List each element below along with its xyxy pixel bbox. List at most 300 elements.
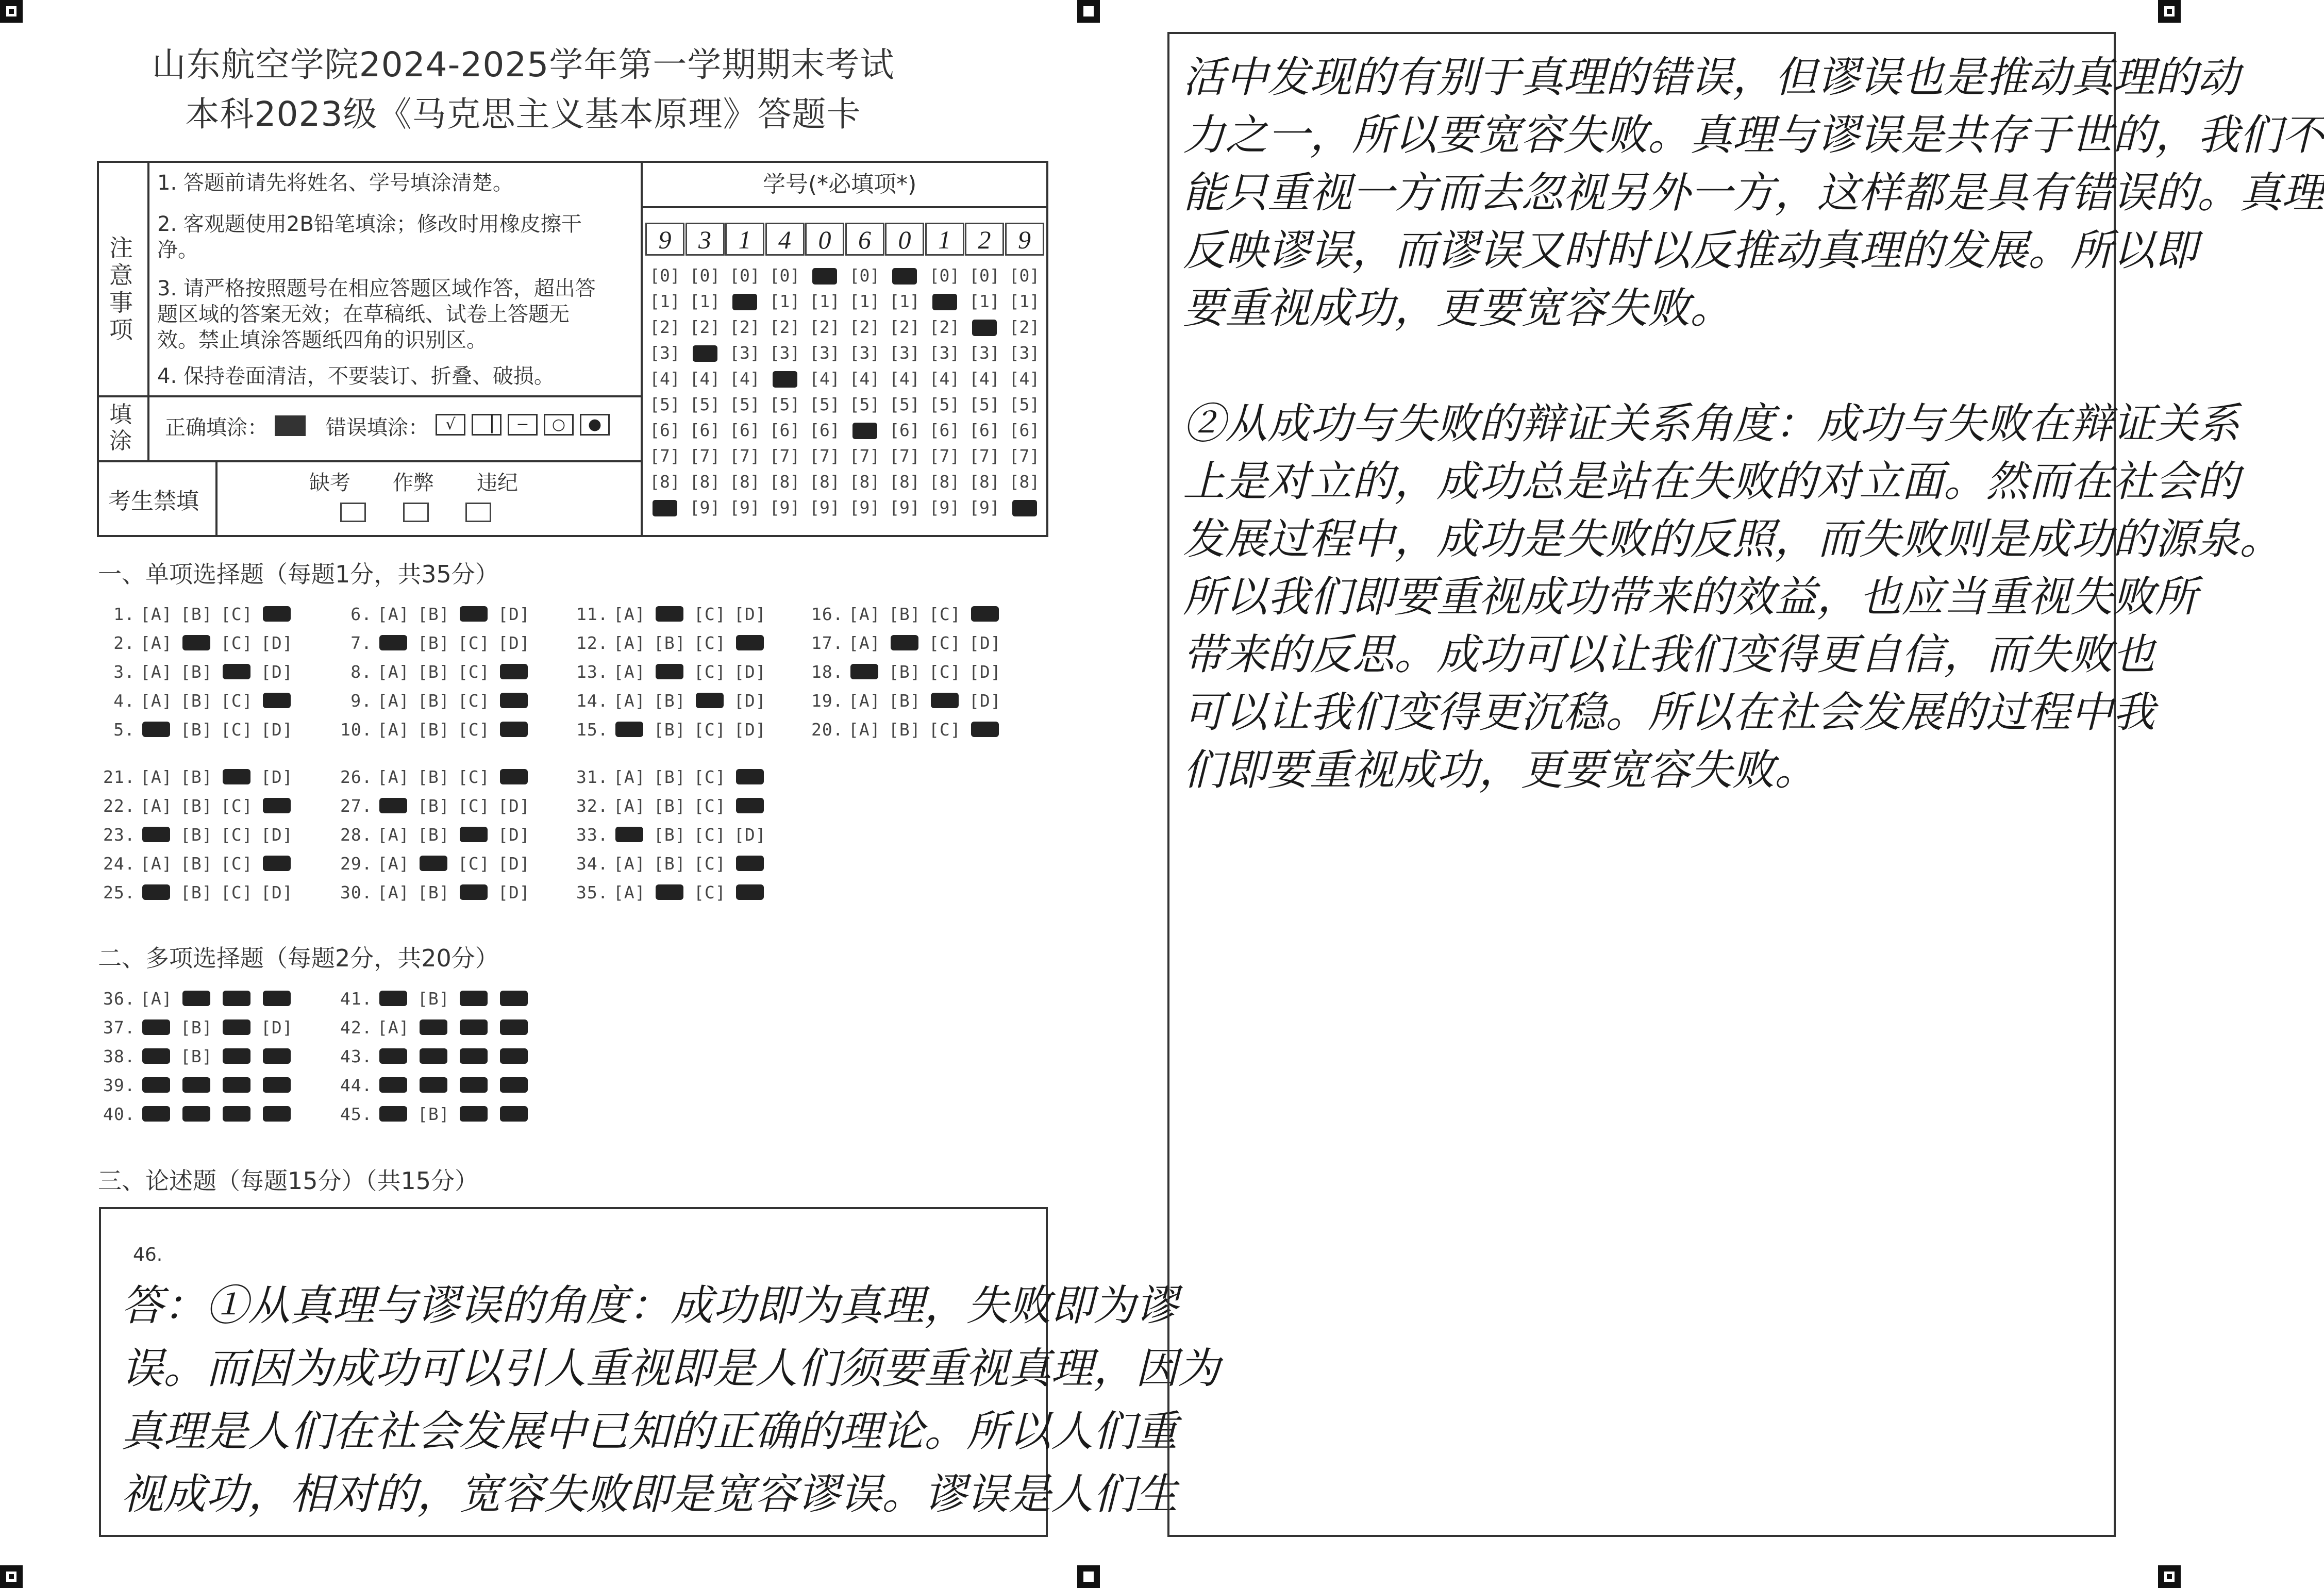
answer-bubble[interactable] <box>498 662 538 682</box>
answer-bubble[interactable] <box>221 662 261 682</box>
answer-bubble[interactable] <box>734 854 774 874</box>
answer-bubble[interactable] <box>458 989 498 1009</box>
student-id-bubble[interactable]: [0] <box>969 265 1000 286</box>
student-id-bubble[interactable]: [2] <box>809 317 840 337</box>
answer-bubble[interactable]: [C] <box>929 662 961 682</box>
answer-bubble[interactable]: [B] <box>889 662 921 682</box>
answer-bubble[interactable]: [A] <box>377 854 410 874</box>
student-id-bubble[interactable]: [7] <box>809 446 840 466</box>
student-id-bubble[interactable]: [0] <box>849 265 880 286</box>
answer-bubble[interactable]: [B] <box>180 882 213 902</box>
student-id-bubble[interactable]: [9] <box>809 497 840 517</box>
student-id-bubble[interactable]: [8] <box>649 472 680 492</box>
answer-bubble[interactable]: [B] <box>654 691 686 711</box>
forbidden-cheat-label: 作弊 <box>393 471 434 495</box>
student-id-bubble[interactable]: [4] <box>809 369 840 389</box>
student-id-bubble[interactable]: [6] <box>1009 420 1040 440</box>
answer-bubble[interactable]: [D] <box>969 691 1001 711</box>
forbidden-absent-checkbox[interactable] <box>340 503 366 522</box>
answer-bubble[interactable]: [C] <box>221 882 253 902</box>
answer-bubble[interactable]: [B] <box>417 691 450 711</box>
answer-bubble[interactable]: [A] <box>377 720 410 740</box>
student-id-bubble[interactable]: [1] <box>1009 291 1040 311</box>
answer-bubble[interactable] <box>261 604 301 624</box>
answer-bubble[interactable]: [B] <box>417 825 450 845</box>
answer-bubble[interactable]: [B] <box>180 1046 213 1066</box>
answer-bubble[interactable]: [D] <box>969 633 1001 653</box>
student-id-bubble[interactable]: [5] <box>769 394 800 414</box>
student-id-bubble[interactable]: [2] <box>729 317 760 337</box>
answer-bubble[interactable] <box>498 1017 538 1038</box>
answer-bubble[interactable]: [C] <box>694 796 726 816</box>
answer-bubble[interactable]: [B] <box>417 633 450 653</box>
answer-bubble[interactable] <box>498 989 538 1009</box>
answer-bubble[interactable] <box>221 1075 261 1095</box>
answer-bubble[interactable]: [A] <box>848 604 881 624</box>
answer-bubble[interactable]: [A] <box>613 633 646 653</box>
answer-bubble[interactable] <box>261 854 301 874</box>
answer-bubble[interactable]: [B] <box>654 825 686 845</box>
student-id-bubble[interactable]: [6] <box>649 420 680 440</box>
student-id-bubble[interactable]: [0] <box>929 265 960 286</box>
answer-bubble[interactable] <box>140 1017 180 1038</box>
student-id-bubble[interactable]: [8] <box>929 472 960 492</box>
answer-bubble[interactable] <box>458 1104 498 1124</box>
student-id-bubble[interactable]: [7] <box>969 446 1000 466</box>
question-number: 12. <box>576 633 609 653</box>
answer-bubble[interactable] <box>969 720 1009 740</box>
answer-bubble[interactable]: [A] <box>613 604 646 624</box>
answer-bubble[interactable] <box>498 1104 538 1124</box>
answer-bubble[interactable] <box>221 767 261 787</box>
answer-bubble[interactable]: [D] <box>261 720 293 740</box>
answer-bubble[interactable] <box>221 989 261 1009</box>
student-id-bubble[interactable] <box>1005 495 1044 521</box>
answer-bubble[interactable]: [A] <box>140 662 173 682</box>
answer-bubble[interactable]: [C] <box>458 720 490 740</box>
student-id-bubble[interactable]: [2] <box>649 317 680 337</box>
student-id-bubble[interactable] <box>645 495 684 521</box>
student-id-bubble[interactable]: [1] <box>889 291 920 311</box>
student-id-bubble[interactable]: [8] <box>1009 472 1040 492</box>
answer-bubble[interactable] <box>734 767 774 787</box>
student-id-bubble[interactable] <box>925 289 964 314</box>
student-id-bubble[interactable]: [2] <box>849 317 880 337</box>
student-id-bubble[interactable]: [4] <box>849 369 880 389</box>
answer-bubble[interactable]: [A] <box>140 604 173 624</box>
answer-bubble[interactable] <box>417 1046 458 1066</box>
student-id-bubble[interactable]: [8] <box>969 472 1000 492</box>
student-id-bubble[interactable] <box>805 263 844 289</box>
answer-bubble[interactable] <box>417 854 458 874</box>
answer-bubble[interactable]: [B] <box>417 767 450 787</box>
student-id-bubble[interactable]: [1] <box>769 291 800 311</box>
answer-bubble[interactable] <box>140 1075 180 1095</box>
answer-bubble[interactable] <box>613 825 654 845</box>
answer-bubble[interactable]: [D] <box>261 633 293 653</box>
answer-bubble[interactable]: [D] <box>498 854 530 874</box>
answer-bubble[interactable] <box>261 1046 301 1066</box>
student-id-bubble[interactable]: [5] <box>1009 394 1040 414</box>
fill-wrong-sample: ● <box>580 414 610 436</box>
student-id-bubble[interactable]: [1] <box>809 291 840 311</box>
answer-bubble[interactable] <box>613 720 654 740</box>
answer-bubble[interactable] <box>458 882 498 902</box>
answer-bubble[interactable] <box>417 1017 458 1038</box>
student-id-bubble[interactable]: [6] <box>729 420 760 440</box>
answer-bubble[interactable] <box>848 662 889 682</box>
student-id-bubble[interactable]: [3] <box>809 343 840 363</box>
answer-bubble[interactable]: [C] <box>694 825 726 845</box>
student-id-bubble[interactable]: [0] <box>769 265 800 286</box>
student-id-bubble[interactable]: [4] <box>889 369 920 389</box>
answer-bubble[interactable]: [B] <box>180 796 213 816</box>
answer-bubble[interactable]: [B] <box>417 989 450 1009</box>
student-id-bubble[interactable]: [8] <box>849 472 880 492</box>
answer-bubble[interactable]: [C] <box>458 767 490 787</box>
answer-bubble[interactable] <box>458 604 498 624</box>
exam-title-line2: 本科2023级《马克思主义基本原理》答题卡 <box>185 94 861 134</box>
answer-bubble[interactable] <box>458 1075 498 1095</box>
answer-bubble[interactable]: [B] <box>889 720 921 740</box>
answer-bubble[interactable]: [D] <box>498 604 530 624</box>
answer-bubble[interactable] <box>221 1046 261 1066</box>
answer-bubble[interactable]: [B] <box>180 691 213 711</box>
answer-bubble[interactable]: [D] <box>261 825 293 845</box>
answer-bubble[interactable] <box>417 1075 458 1095</box>
student-id-bubble[interactable]: [6] <box>809 420 840 440</box>
student-id-bubble[interactable]: [3] <box>729 343 760 363</box>
student-id-bubble[interactable]: [2] <box>1009 317 1040 337</box>
answer-bubble[interactable] <box>654 882 694 902</box>
answer-bubble[interactable]: [C] <box>694 854 726 874</box>
student-id-bubble[interactable]: [2] <box>929 317 960 337</box>
answer-bubble[interactable]: [A] <box>377 825 410 845</box>
student-id-bubble[interactable]: [1] <box>689 291 721 311</box>
answer-bubble[interactable] <box>261 691 301 711</box>
student-id-bubble[interactable]: [8] <box>769 472 800 492</box>
student-id-bubble[interactable]: [7] <box>1009 446 1040 466</box>
answer-bubble[interactable]: [A] <box>613 691 646 711</box>
answer-bubble[interactable]: [A] <box>377 767 410 787</box>
answer-bubble[interactable]: [D] <box>734 691 766 711</box>
student-id-bubble[interactable]: [3] <box>849 343 880 363</box>
answer-bubble[interactable] <box>140 1104 180 1124</box>
student-id-bubble[interactable]: [5] <box>849 394 880 414</box>
answer-bubble[interactable] <box>377 796 417 816</box>
answer-bubble[interactable]: [B] <box>180 767 213 787</box>
answer-bubble[interactable]: [A] <box>377 1017 410 1038</box>
student-id-bubble[interactable]: [9] <box>849 497 880 517</box>
student-id-bubble[interactable]: [9] <box>729 497 760 517</box>
answer-bubble[interactable]: [C] <box>694 633 726 653</box>
student-id-bubble[interactable]: [5] <box>969 394 1000 414</box>
answer-bubble[interactable] <box>261 1075 301 1095</box>
answer-bubble[interactable]: [C] <box>221 633 253 653</box>
student-id-bubble[interactable]: [8] <box>689 472 721 492</box>
answer-bubble[interactable] <box>261 796 301 816</box>
answer-bubble[interactable]: [C] <box>221 720 253 740</box>
answer-bubble[interactable] <box>261 989 301 1009</box>
student-id-bubble[interactable]: [1] <box>969 291 1000 311</box>
student-id-bubble[interactable]: [7] <box>889 446 920 466</box>
answer-bubble[interactable]: [C] <box>221 796 253 816</box>
answer-bubble[interactable] <box>734 633 774 653</box>
student-id-bubble[interactable]: [7] <box>849 446 880 466</box>
answer-bubble[interactable]: [B] <box>889 604 921 624</box>
student-id-bubble[interactable] <box>965 314 1004 340</box>
question-number: 32. <box>576 796 609 816</box>
answer-bubble[interactable]: [D] <box>734 604 766 624</box>
answer-bubble[interactable]: [C] <box>221 854 253 874</box>
answer-bubble[interactable]: [D] <box>498 633 530 653</box>
question-number: 18. <box>811 662 844 682</box>
answer-bubble[interactable]: [A] <box>140 633 173 653</box>
answer-bubble[interactable]: [B] <box>180 854 213 874</box>
answer-bubble[interactable] <box>140 1046 180 1066</box>
student-id-bubble[interactable]: [5] <box>889 394 920 414</box>
student-id-bubble[interactable]: [0] <box>649 265 680 286</box>
student-id-bubble[interactable]: [3] <box>969 343 1000 363</box>
answer-bubble[interactable]: [B] <box>417 604 450 624</box>
student-id-bubble[interactable]: [2] <box>889 317 920 337</box>
question-row <box>340 691 538 711</box>
student-id-bubble[interactable]: [9] <box>969 497 1000 517</box>
student-id-bubble[interactable] <box>686 340 725 366</box>
student-id-bubble[interactable]: [4] <box>1009 369 1040 389</box>
question-row <box>103 1046 301 1066</box>
answer-bubble[interactable]: [B] <box>417 720 450 740</box>
student-id-bubble[interactable]: [2] <box>769 317 800 337</box>
student-id-bubble[interactable]: [4] <box>929 369 960 389</box>
answer-bubble[interactable]: [C] <box>694 767 726 787</box>
student-id-bubble[interactable]: [0] <box>729 265 760 286</box>
answer-bubble[interactable]: [A] <box>848 633 881 653</box>
answer-bubble[interactable]: [B] <box>654 767 686 787</box>
student-id-bubble[interactable]: [7] <box>729 446 760 466</box>
student-id-bubble[interactable]: [4] <box>649 369 680 389</box>
answer-bubble[interactable] <box>929 691 969 711</box>
answer-bubble[interactable]: [C] <box>458 691 490 711</box>
question-row <box>811 633 1009 653</box>
student-id-bubble[interactable]: [0] <box>1009 265 1040 286</box>
answer-bubble[interactable]: [B] <box>417 796 450 816</box>
answer-bubble[interactable]: [B] <box>180 662 213 682</box>
answer-bubble[interactable] <box>261 1104 301 1124</box>
answer-bubble[interactable]: [A] <box>848 720 881 740</box>
registration-mark-top-left <box>0 0 23 23</box>
answer-bubble[interactable]: [C] <box>221 604 253 624</box>
answer-bubble[interactable]: [D] <box>498 796 530 816</box>
student-id-bubble[interactable]: [4] <box>969 369 1000 389</box>
student-id-bubble[interactable]: [3] <box>1009 343 1040 363</box>
forbidden-cheat-checkbox[interactable] <box>403 503 429 522</box>
student-id-bubble[interactable]: [5] <box>649 394 680 414</box>
student-id-bubble[interactable] <box>765 366 805 392</box>
question-row <box>340 1075 538 1095</box>
student-id-bubble[interactable]: [6] <box>769 420 800 440</box>
student-id-bubble[interactable] <box>845 417 884 443</box>
answer-bubble[interactable]: [A] <box>140 691 173 711</box>
student-id-bubble[interactable]: [8] <box>729 472 760 492</box>
answer-bubble[interactable] <box>498 720 538 740</box>
student-id-bubble[interactable]: [6] <box>929 420 960 440</box>
answer-bubble[interactable]: [C] <box>458 662 490 682</box>
student-id-bubble[interactable]: [5] <box>929 394 960 414</box>
answer-bubble[interactable]: [A] <box>377 882 410 902</box>
answer-bubble[interactable]: [C] <box>929 720 961 740</box>
answer-bubble[interactable]: [B] <box>654 720 686 740</box>
answer-bubble[interactable] <box>180 1104 221 1124</box>
answer-bubble[interactable]: [A] <box>377 662 410 682</box>
student-id-bubble[interactable]: [5] <box>689 394 721 414</box>
answer-bubble[interactable] <box>498 1046 538 1066</box>
answer-bubble[interactable]: [D] <box>498 882 530 902</box>
answer-bubble[interactable] <box>377 1046 417 1066</box>
answer-bubble[interactable] <box>377 1075 417 1095</box>
answer-bubble[interactable]: [A] <box>377 604 410 624</box>
answer-bubble[interactable] <box>458 825 498 845</box>
answer-bubble[interactable] <box>221 1104 261 1124</box>
answer-bubble[interactable]: [A] <box>613 882 646 902</box>
student-id-bubble[interactable]: [1] <box>849 291 880 311</box>
answer-bubble[interactable] <box>734 796 774 816</box>
answer-bubble[interactable] <box>458 1017 498 1038</box>
answer-bubble[interactable]: [B] <box>180 604 213 624</box>
student-id-bubble[interactable]: [0] <box>689 265 721 286</box>
student-id-bubble[interactable]: [9] <box>889 497 920 517</box>
student-id-bubble[interactable]: [2] <box>689 317 721 337</box>
student-id-bubble[interactable]: [4] <box>689 369 721 389</box>
answer-bubble[interactable] <box>734 882 774 902</box>
student-id-bubble[interactable]: [9] <box>689 497 721 517</box>
student-id-bubble[interactable]: [7] <box>929 446 960 466</box>
answer-bubble[interactable]: [B] <box>654 633 686 653</box>
answer-bubble[interactable]: [C] <box>458 854 490 874</box>
answer-bubble[interactable] <box>180 633 221 653</box>
answer-bubble[interactable]: [B] <box>180 720 213 740</box>
answer-bubble[interactable]: [B] <box>417 1104 450 1124</box>
student-id-bubble[interactable]: [8] <box>809 472 840 492</box>
answer-bubble[interactable]: [A] <box>613 767 646 787</box>
answer-bubble[interactable] <box>221 1017 261 1038</box>
answer-bubble[interactable]: [C] <box>221 825 253 845</box>
answer-bubble[interactable]: [A] <box>613 854 646 874</box>
answer-bubble[interactable]: [A] <box>140 989 173 1009</box>
answer-bubble[interactable] <box>969 604 1009 624</box>
student-id-bubble[interactable]: [5] <box>729 394 760 414</box>
answer-bubble[interactable] <box>654 662 694 682</box>
student-id-bubble[interactable] <box>885 263 924 289</box>
answer-bubble[interactable]: [C] <box>458 633 490 653</box>
answer-bubble[interactable]: [C] <box>929 604 961 624</box>
answer-bubble[interactable]: [A] <box>140 796 173 816</box>
answer-bubble[interactable]: [C] <box>929 633 961 653</box>
answer-bubble[interactable]: [D] <box>969 662 1001 682</box>
answer-bubble[interactable]: [B] <box>654 796 686 816</box>
student-id-bubble[interactable]: [5] <box>809 394 840 414</box>
answer-bubble[interactable]: [C] <box>221 691 253 711</box>
answer-bubble[interactable] <box>140 825 180 845</box>
answer-bubble[interactable]: [D] <box>734 662 766 682</box>
student-id-bubble[interactable]: [1] <box>649 291 680 311</box>
question-row <box>340 1017 538 1038</box>
answer-bubble[interactable]: [C] <box>694 882 726 902</box>
student-id-bubble[interactable]: [4] <box>729 369 760 389</box>
question-row <box>576 825 774 845</box>
answer-bubble[interactable]: [C] <box>694 604 726 624</box>
answer-bubble[interactable]: [D] <box>261 882 293 902</box>
answer-bubble[interactable] <box>498 767 538 787</box>
answer-bubble[interactable]: [D] <box>734 720 766 740</box>
answer-bubble[interactable]: [B] <box>180 1017 213 1038</box>
answer-bubble[interactable] <box>377 989 417 1009</box>
question-row <box>103 989 301 1009</box>
question-number: 37. <box>103 1017 136 1038</box>
answer-bubble[interactable]: [D] <box>498 825 530 845</box>
answer-bubble[interactable] <box>180 989 221 1009</box>
answer-bubble[interactable]: [A] <box>613 796 646 816</box>
answer-bubble[interactable]: [A] <box>848 691 881 711</box>
answer-bubble[interactable]: [B] <box>654 854 686 874</box>
student-id-bubble[interactable]: [6] <box>969 420 1000 440</box>
answer-bubble[interactable]: [B] <box>417 662 450 682</box>
answer-bubble[interactable] <box>654 604 694 624</box>
student-id-bubble[interactable]: [6] <box>689 420 721 440</box>
answer-bubble[interactable] <box>140 882 180 902</box>
answer-bubble[interactable]: [D] <box>261 767 293 787</box>
student-id-bubble[interactable]: [6] <box>889 420 920 440</box>
answer-bubble[interactable]: [A] <box>377 691 410 711</box>
answer-bubble[interactable]: [D] <box>261 1017 293 1038</box>
answer-bubble[interactable] <box>377 633 417 653</box>
answer-bubble[interactable] <box>889 633 929 653</box>
student-id-bubble[interactable]: [3] <box>769 343 800 363</box>
answer-bubble[interactable]: [A] <box>140 854 173 874</box>
answer-bubble[interactable]: [D] <box>261 662 293 682</box>
answer-bubble[interactable] <box>694 691 734 711</box>
student-id-bubble[interactable]: [3] <box>929 343 960 363</box>
student-id-bubble[interactable]: [8] <box>889 472 920 492</box>
answer-bubble[interactable] <box>498 1075 538 1095</box>
student-id-bubble[interactable]: [3] <box>649 343 680 363</box>
forbidden-violation-checkbox[interactable] <box>465 503 491 522</box>
answer-bubble[interactable]: [C] <box>694 662 726 682</box>
answer-bubble[interactable]: [C] <box>694 720 726 740</box>
answer-bubble[interactable] <box>377 1104 417 1124</box>
student-id-bubble[interactable]: [7] <box>769 446 800 466</box>
answer-bubble[interactable]: [B] <box>889 691 921 711</box>
answer-bubble[interactable] <box>180 1075 221 1095</box>
answer-bubble[interactable] <box>498 691 538 711</box>
answer-bubble[interactable]: [A] <box>613 662 646 682</box>
student-id-bubble[interactable] <box>725 289 764 314</box>
answer-bubble[interactable]: [B] <box>417 882 450 902</box>
student-id-bubble[interactable]: [9] <box>929 497 960 517</box>
answer-bubble[interactable]: [D] <box>734 825 766 845</box>
answer-bubble[interactable] <box>140 720 180 740</box>
answer-bubble[interactable]: [C] <box>458 796 490 816</box>
student-id-bubble[interactable]: [7] <box>689 446 721 466</box>
answer-bubble[interactable]: [A] <box>140 767 173 787</box>
answer-bubble[interactable] <box>458 1046 498 1066</box>
question-number: 25. <box>103 882 136 902</box>
question-row <box>103 691 301 711</box>
student-id-bubble[interactable]: [9] <box>769 497 800 517</box>
answer-bubble[interactable]: [B] <box>180 825 213 845</box>
student-id-bubble[interactable]: [7] <box>649 446 680 466</box>
student-id-bubble[interactable]: [3] <box>889 343 920 363</box>
